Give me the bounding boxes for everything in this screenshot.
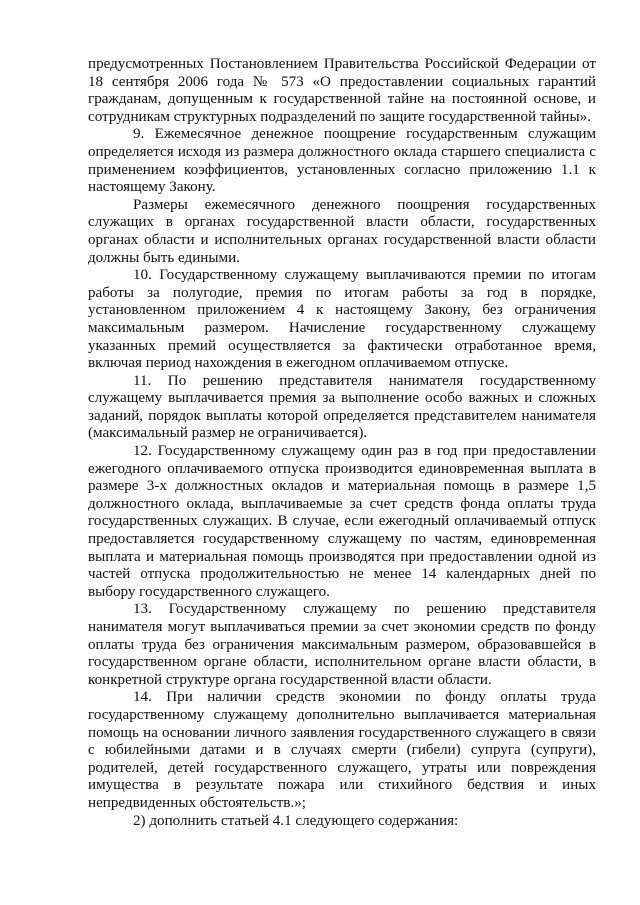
- paragraph-item-13: 13. Государственному служащему по решению представителя нанимателя могут выплачиваться премии за счет экономии средств по фонду оплаты труда без ограничения максимальным размером, образовавшейся в государственном органе области, исполнительном органе власти области, в конкретной структуре органа государственной власти области.: [88, 601, 596, 688]
- paragraph-item-9: 9. Ежемесячное денежное поощрение государственным служащим определяется исходя из размера должностного оклада старшего специалиста с применением коэффициентов, установленных согласно приложению 1.1 к настоящему Закону.: [88, 126, 596, 196]
- paragraph-item-10: 10. Государственному служащему выплачиваются премии по итогам работы за полугодие, премия по итогам работы за год в порядке, установленном приложением 4 к настоящему Закону, без ограничения максимальным размером. Начисление государственному служащему указанных премий осуществляется за фактически отработанное время, включая период нахождения в ежегодном оплачиваемом отпуске.: [88, 267, 596, 372]
- paragraph-continuation: предусмотренных Постановлением Правительства Российской Федерации от 18 сентября 2006 года № 573 «О предоставлении социальных гарантий гражданам, допущенным к государственной тайне на постоянной основе, и сотрудникам структурных подразделений по защите государственной тайны».: [88, 56, 596, 125]
- paragraph-item-12: 12. Государственному служащему один раз в год при предоставлении ежегодного оплачиваемого отпуска производится единовременная выплата в размере 3-х должностных окладов и материальная помощь в размере 1,5 должностного оклада, выплачиваемые за счет средств фонда оплаты труда государственных служащих. В случае, если ежегодный оплачиваемый отпуск предоставляется государственному служащему по частям, единовременная выплата и материальная помощь производятся при предоставлении одной из частей отпуска продолжительностью не менее 14 календарных дней по выбору государственного служащего.: [88, 443, 596, 600]
- document-page: [88, 56, 596, 830]
- paragraph-amendment-2: 2) дополнить статьей 4.1 следующего содержания:: [133, 812, 459, 829]
- paragraph-item-11: 11. По решению представителя нанимателя государственному служащему выплачивается премия за выполнение особо важных и сложных заданий, порядок выплаты которой определяется представителем нанимателя (максимальный размер не ограничивается).: [88, 372, 596, 442]
- paragraph-bonus-sizes: Размеры ежемесячного денежного поощрения государственных служащих в органах государственной власти области, государственных органах области и исполнительных органах государственной власти области должны быть едиными.: [88, 196, 596, 266]
- paragraph-item-14: 14. При наличии средств экономии по фонду оплаты труда государственному служащему дополнительно выплачивается материальная помощь на основании личного заявления государственного служащего в связи с юбилейными датами и в случаях смерти (гибели) супруга (супруги), родителей, детей государственного служащего, утраты или повреждения имущества в результате пожара или стихийного бедствия и иных непредвиденных обстоятельств.»;: [88, 689, 596, 811]
